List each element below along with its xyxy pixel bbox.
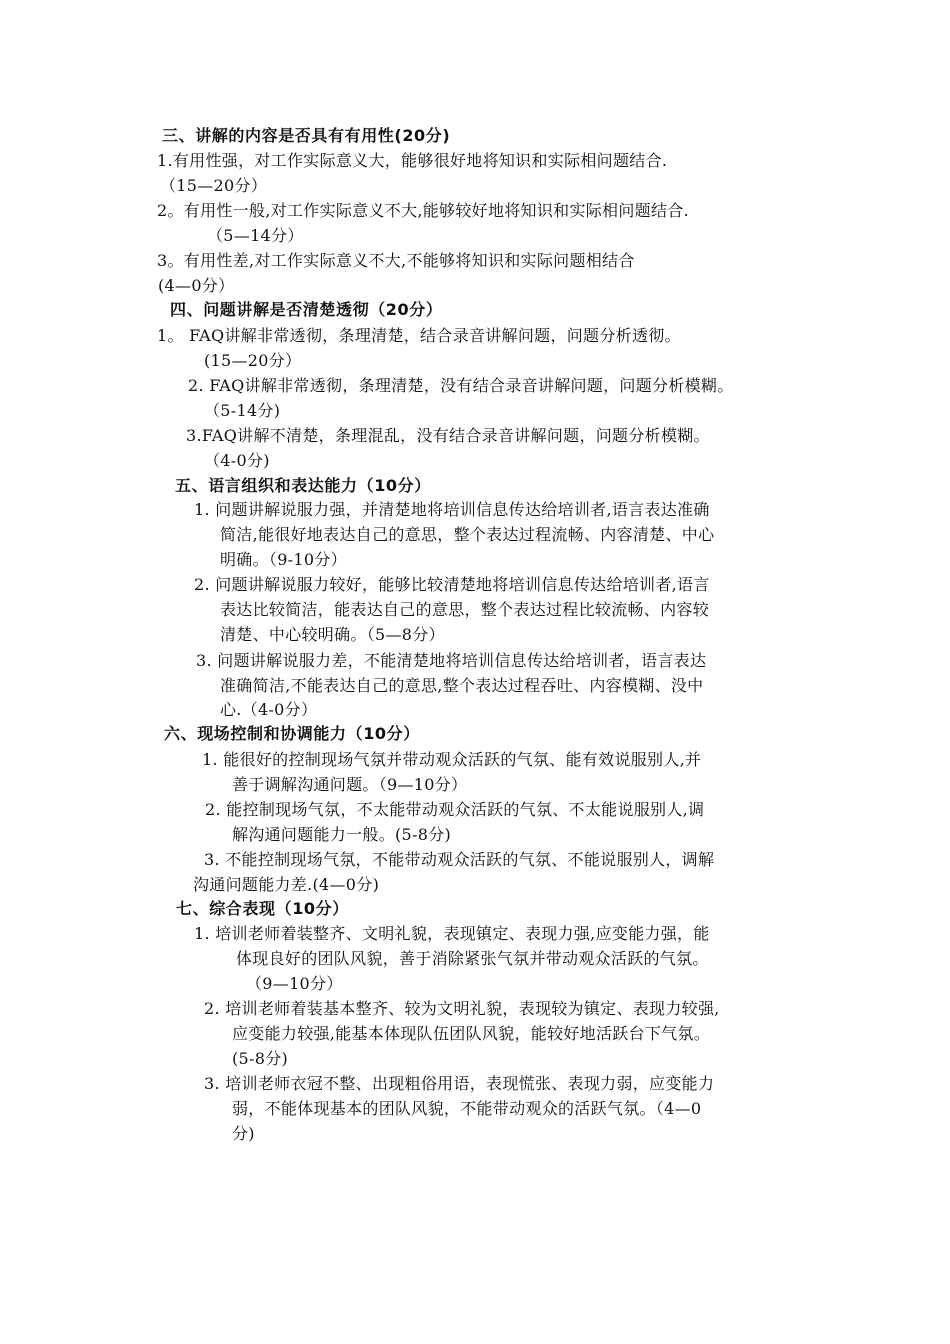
criterion-7-3-line-2: 弱，不能体现基本的团队风貌，不能带动观众的活跃气氛。（4—0 xyxy=(232,1099,702,1118)
criterion-5-1-line-3: 明确。（9-10分） xyxy=(220,550,347,569)
criterion-7-1-line-2: 体现良好的团队风貌，善于消除紧张气氛并带动观众活跃的气氛。 xyxy=(236,949,709,968)
criterion-5-2-line-1: 2. 问题讲解说服力较好，能够比较清楚地将培训信息传达给培训者,语言 xyxy=(194,575,710,594)
criterion-5-1-line-1: 1. 问题讲解说服力强，并清楚地将培训信息传达给培训者,语言表达准确 xyxy=(194,500,710,519)
criterion-3-1-line-2: （15—20分） xyxy=(160,176,268,195)
criterion-7-3-line-1: 3. 培训老师衣冠不整、出现粗俗用语，表现慌张、表现力弱，应变能力 xyxy=(204,1074,715,1093)
criterion-4-2-line-2: （5-14分) xyxy=(204,401,281,420)
criterion-4-2-line-1: 2. FAQ讲解非常透彻，条理清楚，没有结合录音讲解问题，问题分析模糊。 xyxy=(188,376,734,395)
criterion-7-2-line-1: 2. 培训老师着装基本整齐、较为文明礼貌，表现较为镇定、表现力较强, xyxy=(204,999,720,1018)
criterion-7-2-line-2: 应变能力较强,能基本体现队伍团队风貌，能较好地活跃台下气氛。 xyxy=(232,1024,711,1043)
criterion-6-2-line-1: 2. 能控制现场气氛，不太能带动观众活跃的气氛、不太能说服别人,调 xyxy=(205,800,705,819)
criterion-7-2-line-3: (5-8分) xyxy=(232,1049,289,1068)
criterion-6-1-line-1: 1. 能很好的控制现场气氛并带动观众活跃的气氛、能有效说服别人,并 xyxy=(202,750,702,769)
criterion-5-3-line-3: 心.（4-0分） xyxy=(220,700,318,719)
criterion-3-1-line-1: 1.有用性强，对工作实际意义大，能够很好地将知识和实际相问题结合. xyxy=(157,151,668,170)
section-heading-6: 六、现场控制和协调能力（10分） xyxy=(164,724,420,743)
criterion-5-1-line-2: 简洁,能很好地表达自己的意思，整个表达过程流畅、内容清楚、中心 xyxy=(220,525,715,544)
criterion-7-3-line-3: 分) xyxy=(232,1124,255,1143)
criterion-6-3-line-2: 沟通问题能力差.(4—0分) xyxy=(193,875,380,894)
criterion-6-1-line-2: 善于调解沟通问题。（9—10分） xyxy=(232,775,468,794)
criterion-6-2-line-2: 解沟通问题能力一般。(5-8分) xyxy=(232,825,452,844)
criterion-3-2-line-2: （5—14分） xyxy=(207,226,304,245)
criterion-5-3-line-2: 准确简洁,不能表达自己的意思,整个表达过程吞吐、内容模糊、没中 xyxy=(220,676,704,695)
criterion-3-3-line-2: (4—0分） xyxy=(158,276,235,295)
section-heading-3: 三、讲解的内容是否具有有用性(20分) xyxy=(162,126,451,145)
section-heading-5: 五、语言组织和表达能力（10分） xyxy=(175,476,431,495)
criterion-4-1-line-1: 1。 FAQ讲解非常透彻，条理清楚，结合录音讲解问题，问题分析透彻。 xyxy=(157,326,681,345)
criterion-5-3-line-1: 3. 问题讲解说服力差，不能清楚地将培训信息传达给培训者，语言表达 xyxy=(196,651,707,670)
criterion-3-2-line-1: 2。有用性一般,对工作实际意义不大,能够较好地将知识和实际相问题结合. xyxy=(157,201,689,220)
criterion-3-3-line-1: 3。有用性差,对工作实际意义不大,不能够将知识和实际问题相结合 xyxy=(157,251,635,270)
section-heading-7: 七、综合表现（10分） xyxy=(176,899,349,918)
criterion-4-3-line-1: 3.FAQ讲解不清楚，条理混乱，没有结合录音讲解问题，问题分析模糊。 xyxy=(186,426,710,445)
criterion-4-3-line-2: （4-0分) xyxy=(204,451,270,470)
criterion-5-2-line-2: 表达比较简洁，能表达自己的意思，整个表达过程比较流畅、内容较 xyxy=(220,600,710,619)
criterion-6-3-line-1: 3. 不能控制现场气氛，不能带动观众活跃的气氛、不能说服别人，调解 xyxy=(204,850,715,869)
section-heading-4: 四、问题讲解是否清楚透彻（20分） xyxy=(170,300,443,319)
criterion-7-1-line-3: （9—10分） xyxy=(246,974,343,993)
criterion-5-2-line-3: 清楚、中心较明确。（5—8分） xyxy=(220,625,445,644)
criterion-7-1-line-1: 1. 培训老师着装整齐、文明礼貌，表现镇定、表现力强,应变能力强，能 xyxy=(194,924,710,943)
criterion-4-1-line-2: (15—20分） xyxy=(204,351,302,370)
